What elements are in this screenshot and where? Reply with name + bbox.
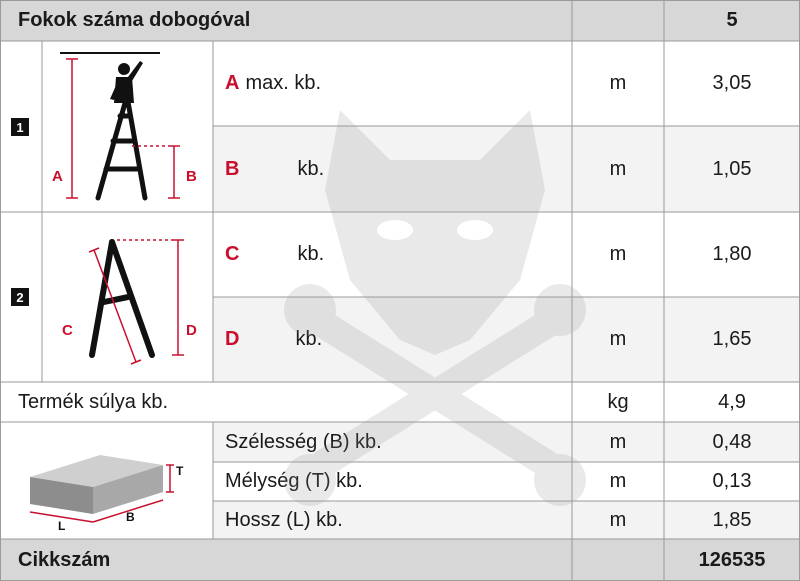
letter-b: B bbox=[225, 157, 240, 180]
dimension-length-unit: m bbox=[572, 501, 664, 539]
dimension-depth-unit: m bbox=[572, 462, 664, 501]
label-d: kb. bbox=[295, 328, 323, 350]
dimension-row-c bbox=[213, 212, 572, 297]
value-a: 3,05 bbox=[664, 41, 800, 126]
value-b: 1,05 bbox=[664, 126, 800, 212]
diagram-label-t: T bbox=[176, 464, 184, 478]
weight-label: Termék súlya kb. bbox=[0, 382, 572, 422]
dimension-row-d bbox=[213, 297, 572, 382]
diagram-label-d: D bbox=[186, 322, 197, 339]
package-box-icon bbox=[0, 422, 213, 539]
header-value: 5 bbox=[664, 0, 800, 41]
unit-d: m bbox=[572, 297, 664, 382]
value-c: 1,80 bbox=[664, 212, 800, 297]
ladder-folded-icon bbox=[42, 212, 213, 382]
article-number-value: 126535 bbox=[664, 539, 800, 581]
label-a: max. kb. bbox=[245, 72, 322, 94]
weight-unit: kg bbox=[572, 382, 664, 422]
section-2-marker: 2 bbox=[11, 288, 29, 306]
diagram-label-c: C bbox=[62, 322, 73, 339]
diagram-label-l: L bbox=[58, 519, 66, 533]
weight-value: 4,9 bbox=[664, 382, 800, 422]
dimension-length-label: Hossz (L) kb. bbox=[213, 501, 572, 539]
dimension-width-value: 0,48 bbox=[664, 422, 800, 462]
diagram-label-b: B bbox=[186, 168, 197, 185]
letter-a: A bbox=[225, 72, 240, 94]
letter-c: C bbox=[225, 243, 240, 265]
section-1-marker: 1 bbox=[11, 118, 29, 136]
label-c: kb. bbox=[297, 243, 325, 265]
dimension-depth-label: Mélység (T) kb. bbox=[213, 462, 572, 501]
article-number-label: Cikkszám bbox=[0, 539, 572, 581]
article-number-unit-cell bbox=[572, 539, 664, 581]
dimension-depth-value: 0,13 bbox=[664, 462, 800, 501]
header-label: Fokok száma dobogóval bbox=[0, 0, 572, 41]
letter-d: D bbox=[225, 328, 240, 350]
diagram-label-a: A bbox=[52, 168, 63, 185]
dimension-row-b bbox=[213, 126, 572, 212]
dimension-width-label: Szélesség (B) kb. bbox=[213, 422, 572, 462]
dimension-width-unit: m bbox=[572, 422, 664, 462]
dimension-length-value: 1,85 bbox=[664, 501, 800, 539]
dimension-row-a bbox=[213, 41, 572, 126]
header-unit-cell bbox=[572, 0, 664, 41]
ladder-standing-icon bbox=[42, 41, 213, 212]
unit-a: m bbox=[572, 41, 664, 126]
diagram-label-bw: B bbox=[126, 510, 135, 524]
unit-b: m bbox=[572, 126, 664, 212]
value-d: 1,65 bbox=[664, 297, 800, 382]
unit-c: m bbox=[572, 212, 664, 297]
label-b: kb. bbox=[297, 157, 325, 180]
